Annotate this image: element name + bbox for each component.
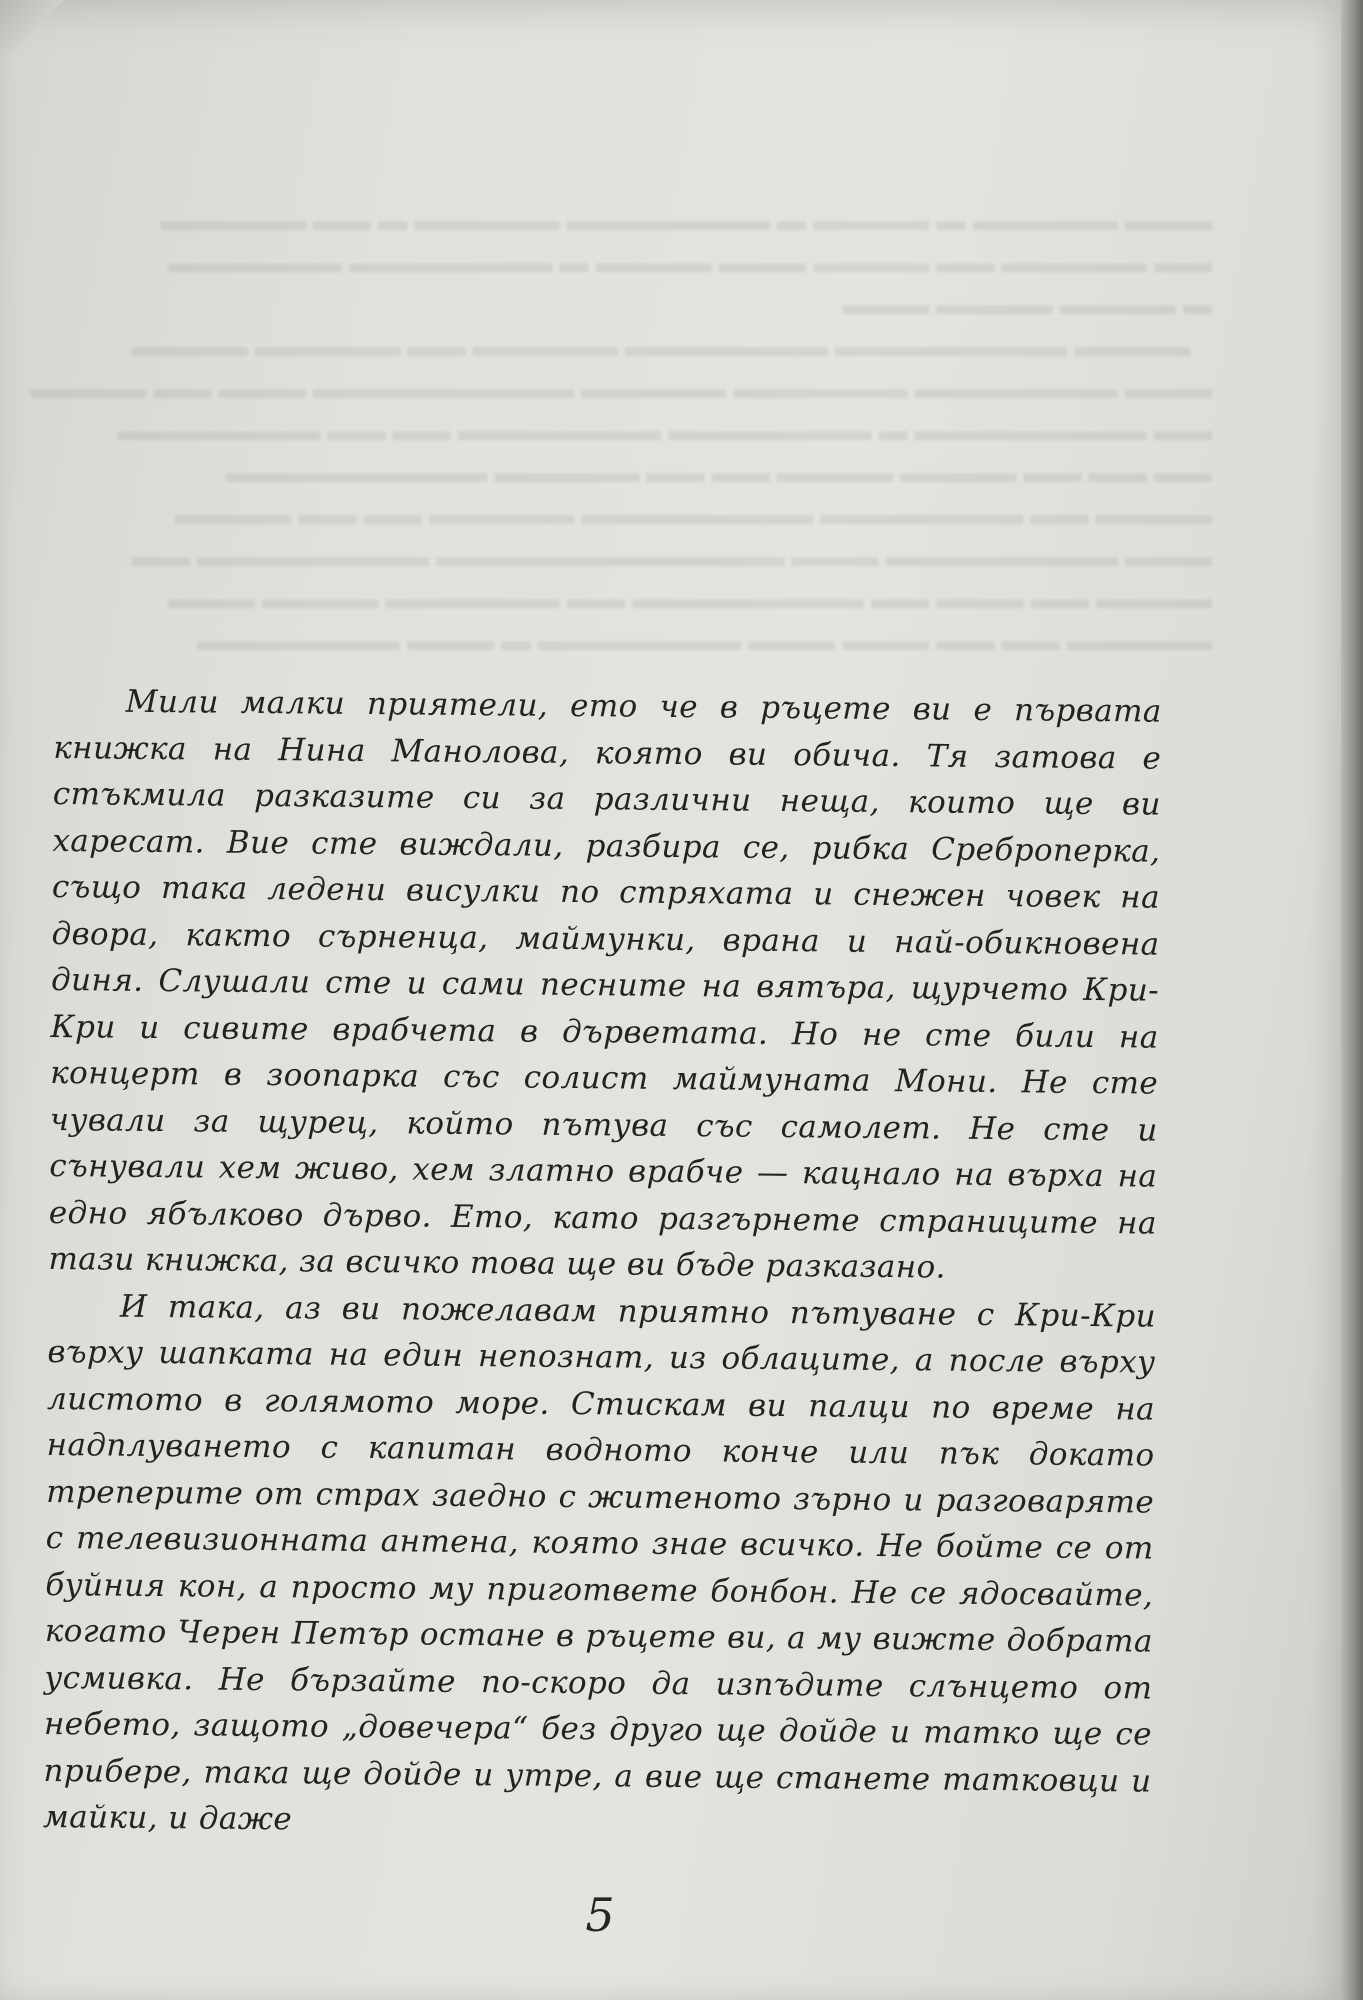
bleed-through-texture: ▬▬▬ ▬▬▬▬▬ ▬ ▬▬▬▬ ▬ ▬▬▬▬▬▬▬ ▬▬▬▬▬ ▬ ▬▬ ▬▬▬▬▬ ▬▬ ▬▬▬▬▬ ▬▬ ▬▬▬▬ ▬▬▬ ▬▬▬▬ ▬ ▬▬▬▬▬▬▬ ▬▬▬▬▬▬ ▬ ▬▬▬▬ ▬▬▬▬ ▬▬▬ ▬▬▬▬ ▬▬▬▬▬▬▬▬ ▬▬▬▬▬▬▬ ▬▬▬▬▬ ▬▬ ▬▬▬▬▬ ▬▬▬▬ ▬▬▬ ▬▬▬▬▬▬▬ ▬▬▬▬▬▬ ▬▬▬▬▬ ▬▬▬▬▬▬▬▬▬ ▬▬▬ ▬▬ ▬▬▬▬ ▬▬ ▬▬▬▬▬▬▬▬ ▬ ▬▬▬▬▬▬▬ ▬▬▬▬▬▬▬ ▬▬ ▬▬ ▬▬▬▬▬▬▬ ▬▬ ▬▬ ▬▬ ▬▬▬▬ ▬▬▬▬ ▬▬ ▬▬ ▬▬▬▬▬ ▬▬▬▬▬▬▬▬▬ ▬▬▬▬ ▬▬ ▬▬▬▬▬▬▬ ▬▬▬▬▬▬▬▬ ▬▬▬▬▬ ▬▬ ▬▬ ▬▬▬▬ ▬▬▬ ▬▬▬▬▬▬▬▬ ▬▬▬ ▬▬▬▬▬▬▬▬▬▬▬▬ ▬▬▬▬▬▬▬▬ ▬▬ ▬▬▬▬ ▬▬ ▬▬▬ ▬▬ ▬▬▬▬▬▬▬▬ ▬▬ ▬▬▬▬▬▬ ▬▬▬▬ ▬▬▬ ▬▬▬▬▬ ▬▬ ▬▬ ▬▬▬ ▬▬▬ ▬▬▬▬▬▬▬ ▬ ▬▬▬ ▬▬▬▬▬▬▬ (30, 205, 1212, 657)
page-edge-shadow (1341, 0, 1363, 2000)
paragraph-2: И така, аз ви пожелавам приятно пътуване с Кри-Кри върху шапката на един непознат, из облаците, а после върху листото в голямото море. Стискам ви палци по време на надплуването с капитан водното конче или пък докато треперите от страх заедно с житеното зърно и разговаряте с телевизионната антена, която знае всичко. Не бойте се от буйния кон, а просто му пригответе бонбон. Не се ядосвайте, когато Черен Петър остане в ръцете ви, а му вижте добрата усмивка. Не бързайте по-скоро да изпъдите слънцето от небето, защото „довечера“ без друго ще дойде и татко ще се прибере, така ще дойде и утре, а вие ще станете татковци и майки, и даже (42, 1288, 1157, 1838)
paragraph-1: Мили малки приятели, ето че в ръцете ви е първата книжка на Нина Манолова, която ви обича. Тя затова е стъкмила разказите си за различни неща, които ще ви харесат. Вие сте виждали, разбира се, рибка Среброперка, също така ледени висулки по стряхата и снежен човек на двора, както сърненца, маймунки, врана и най-обикновена диня. Слушали сте и сами песните на вятъра, щурчето Кри-Кри и сивите врабчета в дърветата. Но не сте били на концерт в зоопарка със солист маймуната Мони. Не сте чували за щурец, който пътува със самолет. Не сте и сънували хем живо, хем златно врабче — кацнало на върха на едно ябълково дърво. Ето, като разгърнете страниците на тази книжка, за всичко това ще ви бъде разказано. (48, 683, 1162, 1286)
page-number: 5 (585, 1888, 615, 1942)
folded-corner (0, 0, 70, 70)
body-text (43, 678, 1162, 1851)
